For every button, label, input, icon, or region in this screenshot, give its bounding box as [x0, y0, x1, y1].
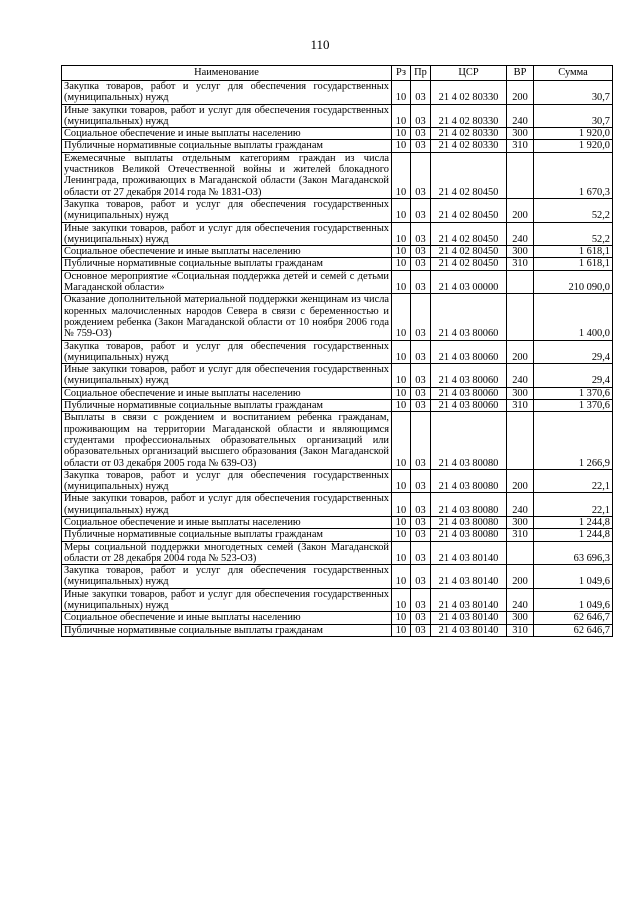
row-sum: 1 618,1 — [534, 258, 613, 270]
row-pr: 03 — [411, 529, 431, 541]
row-csr: 21 4 02 80450 — [431, 152, 507, 198]
table-row — [62, 198, 613, 222]
row-vr: 300 — [507, 612, 534, 624]
row-name: Публичные нормативные социальные выплаты гражданам — [62, 258, 392, 270]
table-row — [62, 624, 613, 636]
row-vr: 200 — [507, 340, 534, 364]
row-vr: 200 — [507, 81, 534, 105]
row-pr: 03 — [411, 612, 431, 624]
row-rz: 10 — [392, 246, 411, 258]
row-sum: 1 370,6 — [534, 387, 613, 399]
row-name: Закупка товаров, работ и услуг для обеспечения государственных (муниципальных) нужд — [62, 565, 392, 589]
row-sum: 1 670,3 — [534, 152, 613, 198]
row-csr: 21 4 03 80080 — [431, 516, 507, 528]
table-row — [62, 412, 613, 469]
row-rz: 10 — [392, 565, 411, 589]
row-rz: 10 — [392, 400, 411, 412]
header-csr: ЦСР — [431, 66, 507, 81]
row-vr — [507, 294, 534, 340]
row-name: Публичные нормативные социальные выплаты гражданам — [62, 140, 392, 152]
table-body — [62, 81, 613, 637]
row-rz: 10 — [392, 152, 411, 198]
row-csr: 21 4 03 80140 — [431, 612, 507, 624]
row-vr: 300 — [507, 128, 534, 140]
row-sum: 62 646,7 — [534, 612, 613, 624]
row-vr: 310 — [507, 140, 534, 152]
row-name: Закупка товаров, работ и услуг для обеспечения государственных (муниципальных) нужд — [62, 81, 392, 105]
row-rz: 10 — [392, 387, 411, 399]
row-name: Иные закупки товаров, работ и услуг для обеспечения государственных (муниципальных) нужд — [62, 364, 392, 388]
row-pr: 03 — [411, 400, 431, 412]
row-sum: 1 370,6 — [534, 400, 613, 412]
budget-table — [61, 65, 613, 637]
row-pr: 03 — [411, 270, 431, 294]
row-sum: 52,2 — [534, 222, 613, 246]
table-row — [62, 387, 613, 399]
row-pr: 03 — [411, 364, 431, 388]
row-pr: 03 — [411, 222, 431, 246]
row-vr — [507, 541, 534, 565]
row-sum: 1 049,6 — [534, 588, 613, 612]
row-csr: 21 4 03 80140 — [431, 588, 507, 612]
row-sum: 52,2 — [534, 198, 613, 222]
row-pr: 03 — [411, 387, 431, 399]
row-pr: 03 — [411, 152, 431, 198]
row-csr: 21 4 03 80060 — [431, 387, 507, 399]
row-rz: 10 — [392, 516, 411, 528]
row-rz: 10 — [392, 81, 411, 105]
row-csr: 21 4 02 80330 — [431, 81, 507, 105]
table-row — [62, 565, 613, 589]
row-pr: 03 — [411, 493, 431, 517]
row-name: Иные закупки товаров, работ и услуг для обеспечения государственных (муниципальных) нужд — [62, 493, 392, 517]
row-sum: 1 244,8 — [534, 516, 613, 528]
row-pr: 03 — [411, 565, 431, 589]
row-vr: 300 — [507, 387, 534, 399]
row-vr: 200 — [507, 565, 534, 589]
row-csr: 21 4 03 00000 — [431, 270, 507, 294]
row-rz: 10 — [392, 612, 411, 624]
table-row — [62, 246, 613, 258]
table-row — [62, 493, 613, 517]
table-row — [62, 104, 613, 128]
row-csr: 21 4 02 80450 — [431, 222, 507, 246]
row-pr: 03 — [411, 81, 431, 105]
row-pr: 03 — [411, 294, 431, 340]
row-vr — [507, 152, 534, 198]
table-row — [62, 541, 613, 565]
row-rz: 10 — [392, 529, 411, 541]
table-row — [62, 294, 613, 340]
row-sum: 29,4 — [534, 340, 613, 364]
row-vr: 240 — [507, 364, 534, 388]
row-pr: 03 — [411, 469, 431, 493]
header-vr: ВР — [507, 66, 534, 81]
row-csr: 21 4 03 80060 — [431, 294, 507, 340]
row-csr: 21 4 02 80330 — [431, 128, 507, 140]
row-csr: 21 4 03 80080 — [431, 529, 507, 541]
row-name: Основное мероприятие «Социальная поддержка детей и семей с детьми Магаданской области» — [62, 270, 392, 294]
row-rz: 10 — [392, 294, 411, 340]
table-row — [62, 516, 613, 528]
row-rz: 10 — [392, 140, 411, 152]
row-vr: 240 — [507, 104, 534, 128]
row-sum: 62 646,7 — [534, 624, 613, 636]
row-vr — [507, 270, 534, 294]
table-row — [62, 340, 613, 364]
table-row — [62, 140, 613, 152]
row-name: Социальное обеспечение и иные выплаты населению — [62, 128, 392, 140]
row-sum: 22,1 — [534, 469, 613, 493]
row-rz: 10 — [392, 104, 411, 128]
row-sum: 1 266,9 — [534, 412, 613, 469]
row-csr: 21 4 03 80080 — [431, 412, 507, 469]
row-name: Меры социальной поддержки многодетных семей (Закон Магаданской области от 28 декабря 2004 года № 523-ОЗ) — [62, 541, 392, 565]
row-sum: 22,1 — [534, 493, 613, 517]
table-row — [62, 364, 613, 388]
row-csr: 21 4 03 80140 — [431, 624, 507, 636]
table-row — [62, 469, 613, 493]
row-rz: 10 — [392, 222, 411, 246]
row-vr: 240 — [507, 588, 534, 612]
row-sum: 210 090,0 — [534, 270, 613, 294]
row-csr: 21 4 03 80060 — [431, 340, 507, 364]
row-csr: 21 4 02 80450 — [431, 246, 507, 258]
row-vr — [507, 412, 534, 469]
row-sum: 63 696,3 — [534, 541, 613, 565]
row-name: Публичные нормативные социальные выплаты гражданам — [62, 400, 392, 412]
row-rz: 10 — [392, 624, 411, 636]
header-pr: Пр — [411, 66, 431, 81]
row-sum: 1 244,8 — [534, 529, 613, 541]
row-name: Социальное обеспечение и иные выплаты населению — [62, 612, 392, 624]
table-row — [62, 152, 613, 198]
row-rz: 10 — [392, 541, 411, 565]
row-vr: 240 — [507, 493, 534, 517]
header-rz: Рз — [392, 66, 411, 81]
table-row — [62, 258, 613, 270]
table-row — [62, 400, 613, 412]
row-pr: 03 — [411, 541, 431, 565]
row-name: Социальное обеспечение и иные выплаты населению — [62, 246, 392, 258]
row-name: Закупка товаров, работ и услуг для обеспечения государственных (муниципальных) нужд — [62, 469, 392, 493]
row-pr: 03 — [411, 128, 431, 140]
header-sum: Сумма — [534, 66, 613, 81]
row-sum: 29,4 — [534, 364, 613, 388]
table-row — [62, 588, 613, 612]
row-pr: 03 — [411, 198, 431, 222]
row-rz: 10 — [392, 588, 411, 612]
row-vr: 300 — [507, 246, 534, 258]
page-number: 110 — [310, 37, 330, 52]
table-header-row — [62, 66, 613, 81]
row-name: Иные закупки товаров, работ и услуг для обеспечения государственных (муниципальных) нужд — [62, 104, 392, 128]
header-name: Наименование — [62, 66, 392, 81]
row-sum: 1 920,0 — [534, 140, 613, 152]
row-csr: 21 4 02 80450 — [431, 258, 507, 270]
row-sum: 30,7 — [534, 81, 613, 105]
row-pr: 03 — [411, 412, 431, 469]
row-vr: 310 — [507, 529, 534, 541]
row-csr: 21 4 03 80080 — [431, 469, 507, 493]
row-name: Публичные нормативные социальные выплаты гражданам — [62, 529, 392, 541]
row-vr: 200 — [507, 469, 534, 493]
row-name: Иные закупки товаров, работ и услуг для обеспечения государственных (муниципальных) нужд — [62, 588, 392, 612]
row-sum: 1 618,1 — [534, 246, 613, 258]
row-name: Выплаты в связи с рождением и воспитанием ребенка гражданам, проживающим на территории Магаданской области и являющимся студентами профессиональных образовательных организаций или образовательных организаций высшего образования (Закон Магаданской области от 03 декабря 2005 года № 639-ОЗ) — [62, 412, 392, 469]
row-sum: 1 400,0 — [534, 294, 613, 340]
row-rz: 10 — [392, 412, 411, 469]
row-rz: 10 — [392, 340, 411, 364]
row-vr: 300 — [507, 516, 534, 528]
row-csr: 21 4 02 80330 — [431, 140, 507, 152]
row-name: Публичные нормативные социальные выплаты гражданам — [62, 624, 392, 636]
table-row — [62, 81, 613, 105]
row-rz: 10 — [392, 258, 411, 270]
row-name: Иные закупки товаров, работ и услуг для обеспечения государственных (муниципальных) нужд — [62, 222, 392, 246]
row-vr: 310 — [507, 624, 534, 636]
row-name: Социальное обеспечение и иные выплаты населению — [62, 516, 392, 528]
row-vr: 310 — [507, 258, 534, 270]
row-name: Ежемесячные выплаты отдельным категориям граждан из числа участников Великой Отечественной войны и жителей блокадного Ленинграда, проживающих в Магаданской области (Закон Магаданской области от 27 декабря 2014 года № 1831-ОЗ) — [62, 152, 392, 198]
row-pr: 03 — [411, 104, 431, 128]
row-csr: 21 4 03 80060 — [431, 400, 507, 412]
row-csr: 21 4 03 80140 — [431, 565, 507, 589]
row-sum: 30,7 — [534, 104, 613, 128]
row-csr: 21 4 02 80330 — [431, 104, 507, 128]
row-rz: 10 — [392, 198, 411, 222]
row-rz: 10 — [392, 493, 411, 517]
row-csr: 21 4 03 80080 — [431, 493, 507, 517]
row-pr: 03 — [411, 140, 431, 152]
row-vr: 310 — [507, 400, 534, 412]
row-pr: 03 — [411, 246, 431, 258]
row-name: Закупка товаров, работ и услуг для обеспечения государственных (муниципальных) нужд — [62, 340, 392, 364]
row-csr: 21 4 03 80060 — [431, 364, 507, 388]
row-pr: 03 — [411, 258, 431, 270]
row-rz: 10 — [392, 364, 411, 388]
row-rz: 10 — [392, 270, 411, 294]
row-vr: 240 — [507, 222, 534, 246]
table-row — [62, 612, 613, 624]
row-rz: 10 — [392, 469, 411, 493]
row-sum: 1 049,6 — [534, 565, 613, 589]
row-csr: 21 4 02 80450 — [431, 198, 507, 222]
row-pr: 03 — [411, 588, 431, 612]
row-name: Оказание дополнительной материальной поддержки женщинам из числа коренных малочисленных народов Севера в связи с беременностью и рождением ребенка (Закон Магаданской области от 10 ноября 2006 года № 759-ОЗ) — [62, 294, 392, 340]
table-row — [62, 529, 613, 541]
table-row — [62, 128, 613, 140]
table-row — [62, 270, 613, 294]
row-pr: 03 — [411, 624, 431, 636]
table-row — [62, 222, 613, 246]
row-name: Социальное обеспечение и иные выплаты населению — [62, 387, 392, 399]
row-pr: 03 — [411, 340, 431, 364]
row-sum: 1 920,0 — [534, 128, 613, 140]
row-vr: 200 — [507, 198, 534, 222]
row-pr: 03 — [411, 516, 431, 528]
row-csr: 21 4 03 80140 — [431, 541, 507, 565]
row-name: Закупка товаров, работ и услуг для обеспечения государственных (муниципальных) нужд — [62, 198, 392, 222]
row-rz: 10 — [392, 128, 411, 140]
